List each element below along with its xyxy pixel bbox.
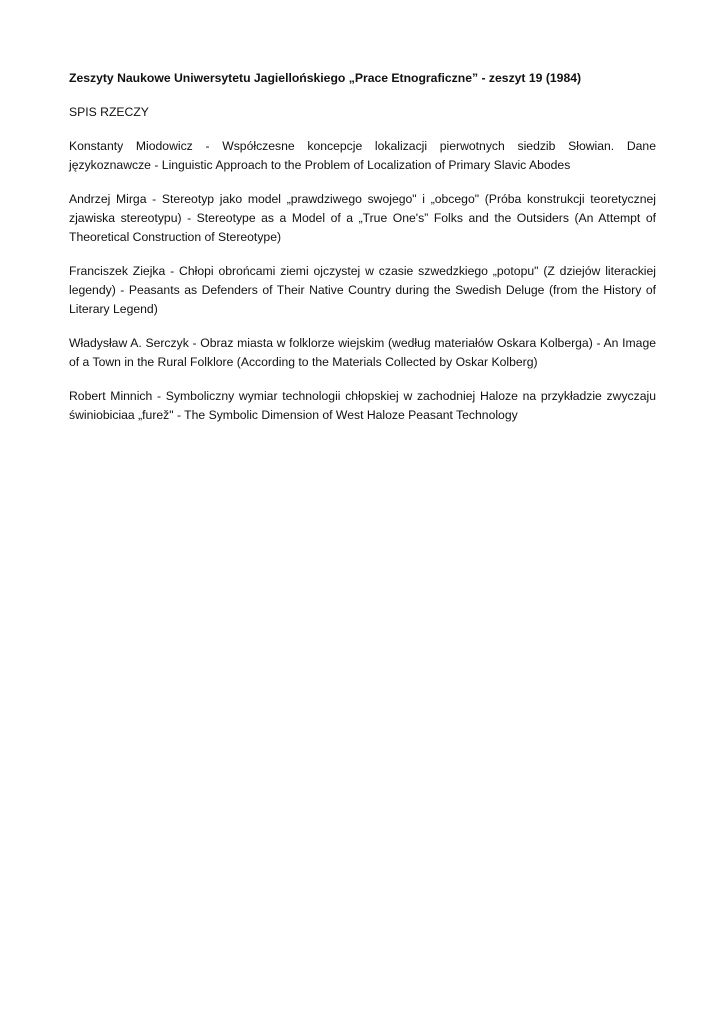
document-page: [69, 70, 656, 440]
document-title: Zeszyty Naukowe Uniwersytetu Jagiellońskiego „Prace Etnograficzne” - zeszyt 19 (1984): [69, 71, 582, 85]
toc-entry: Konstanty Miodowicz - Współczesne koncepcje lokalizacji pierwotnych siedzib Słowian. Dane językoznawcze - Linguistic Approach to the Problem of Localization of Primary Slavic Abodes: [69, 139, 656, 172]
toc-entry: Franciszek Ziejka - Chłopi obrońcami ziemi ojczystej w czasie szwedzkiego „potopu" (Z dziejów literackiej legendy) - Peasants as Defenders of Their Native Country during the Swedish Deluge (from the History of Literary Legend): [69, 264, 656, 316]
toc-entry: Robert Minnich - Symboliczny wymiar technologii chłopskiej w zachodniej Haloze na przykładzie zwyczaju świniobiciaa „furež" - The Symbolic Dimension of West Haloze Peasant Technology: [69, 389, 656, 422]
toc-heading: SPIS RZECZY: [69, 105, 149, 119]
toc-entry: Andrzej Mirga - Stereotyp jako model „prawdziwego swojego" i „obcego" (Próba konstrukcji teoretycznej zjawiska stereotypu) - Stereotype as a Model of a „True One's” Folks and the Outsiders (An Attempt of Theoretical Construction of Stereotype): [69, 192, 656, 244]
toc-entry: Władysław A. Serczyk - Obraz miasta w folklorze wiejskim (według materiałów Oskara Kolberga) - An Image of a Town in the Rural Folklore (According to the Materials Collected by Oskar Kolberg): [69, 336, 656, 369]
